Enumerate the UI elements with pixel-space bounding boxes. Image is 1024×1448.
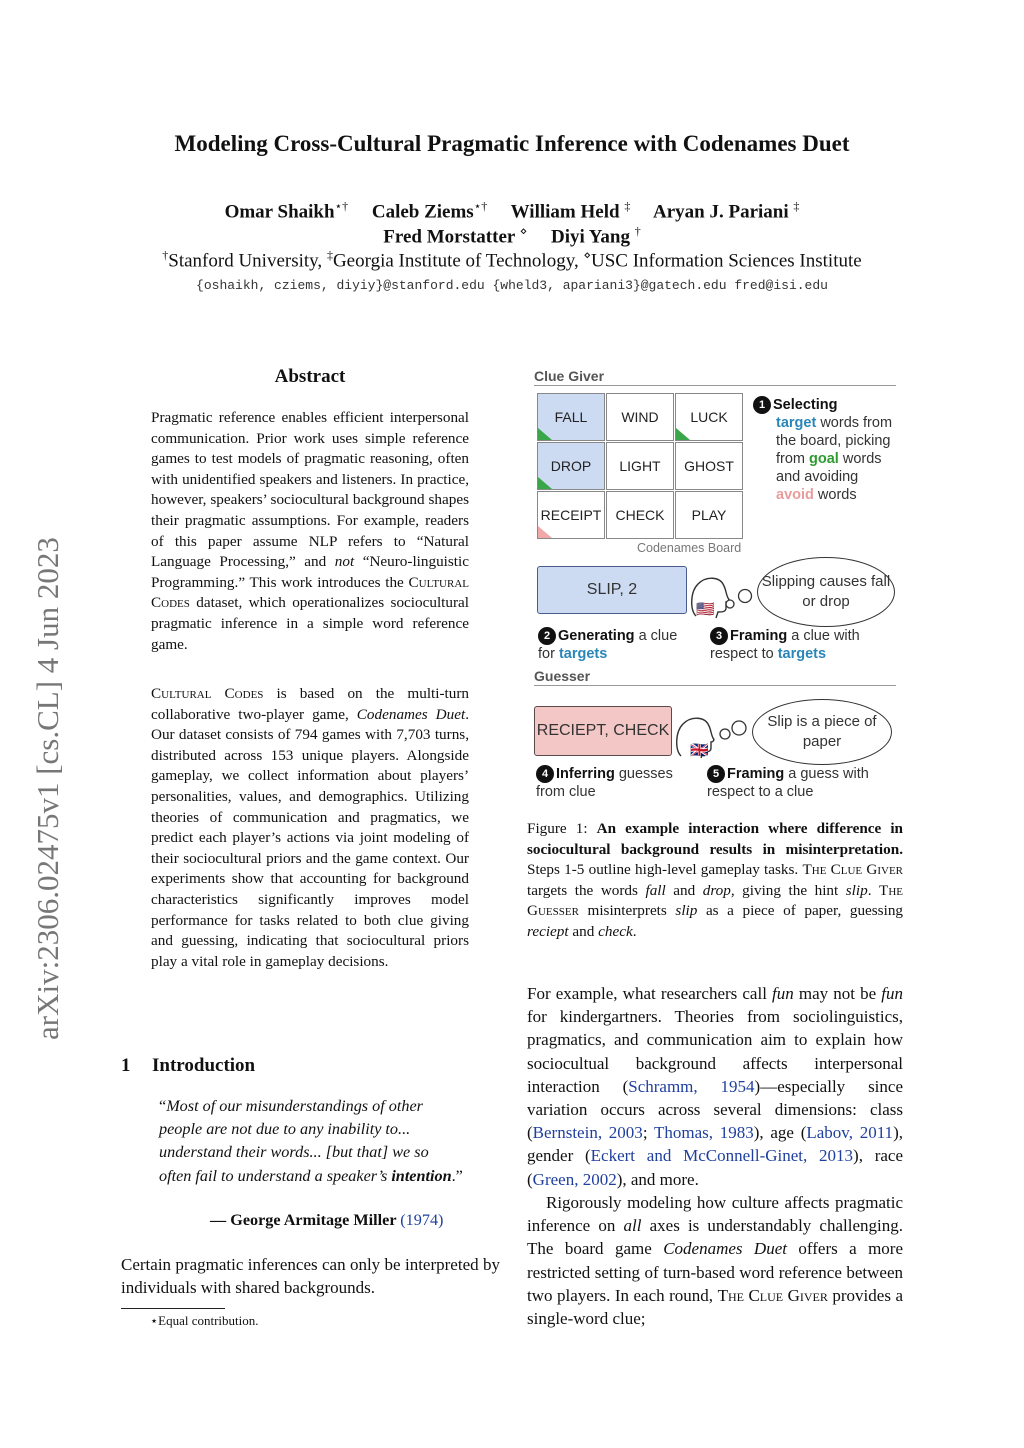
emphasis: all — [623, 1216, 642, 1236]
flag-us-icon: 🇺🇸 — [696, 602, 715, 618]
affil-name: Georgia Institute of Technology, — [332, 250, 579, 272]
tile-word: LIGHT — [619, 458, 661, 474]
text-run: ), age ( — [753, 1123, 807, 1143]
quote-mark: “ — [159, 1097, 167, 1115]
keyword-target: targets — [558, 646, 608, 662]
tile-corner-marker — [538, 428, 552, 440]
author-name: Diyi Yang — [550, 226, 630, 248]
arxiv-identifier: arXiv:2306.02475v1 [cs.CL] 4 Jun 2023 — [30, 537, 65, 1040]
text-run: dataset, which operationalizes sociocultural pragmatic inference in a simple word reference game. — [151, 594, 469, 653]
text-run: ; — [642, 1123, 654, 1143]
section-title: Introduction — [152, 1055, 256, 1076]
tile-word: DROP — [550, 458, 592, 474]
step-number-badge: 2 — [538, 627, 556, 645]
text-run: . — [867, 881, 880, 899]
text-run: Steps 1-5 outline high-level gameplay tasks. — [527, 861, 803, 879]
text-run: a guess with respect to a clue — [707, 766, 869, 800]
text-run: a clue with respect to — [710, 628, 860, 662]
authors-line-1 — [0, 199, 1024, 223]
tile-word: WIND — [621, 409, 659, 425]
board-tile — [675, 442, 743, 490]
thought-bubble-clue-giver: Slipping causes fall or drop — [757, 557, 895, 627]
guess-box: RECIEPT, CHECK — [534, 706, 672, 756]
text-run: words and avoiding — [776, 451, 882, 485]
text-run: misinterprets — [578, 902, 676, 920]
keyword-avoid: avoid — [776, 487, 814, 503]
codenames-board — [537, 393, 743, 539]
text-run: axes is understandably challenging. The board game — [527, 1216, 903, 1259]
step-number-badge: 4 — [536, 765, 554, 783]
text-run: words — [813, 487, 857, 503]
emphasis: slip — [675, 902, 698, 920]
emphasis: slip — [845, 881, 868, 899]
citation-link[interactable]: Labov, 2011 — [806, 1123, 894, 1143]
text-run: )—especially since variation occurs across several dimensions: class ( — [527, 1076, 903, 1143]
author-mark: ⋄ — [519, 224, 528, 238]
text-run: and — [665, 881, 703, 899]
tile-corner-marker — [538, 477, 552, 489]
section-heading-introduction — [121, 1055, 255, 1077]
text-run: and — [568, 922, 599, 940]
citation-link[interactable]: Schramm, 1954 — [628, 1076, 755, 1096]
emphasis: fun — [881, 984, 903, 1003]
quote-mark: .” — [451, 1166, 463, 1185]
text-run: targets the words — [527, 881, 646, 899]
text-run: Pragmatic reference enables efficient interpersonal communication. Prior work uses simple reference games to test models of pragmatic reasoning, often with unidentified speakers and listeners. In practice, however, speakers’ sociocultural background shapes their pragmatic assumptions. For example, readers of this paper assume NLP refers to “Natural Language Processing,” and — [151, 409, 469, 571]
authors-line-2 — [0, 224, 1024, 248]
text-run: ), gender ( — [527, 1123, 903, 1166]
tile-word: RECEIPT — [540, 507, 602, 523]
step-verb: Generating — [558, 628, 635, 644]
affil-mark: ‡ — [326, 248, 333, 262]
affil-name: USC Information Sciences Institute — [591, 250, 862, 272]
affiliations — [0, 248, 1024, 272]
author-name: Aryan J. Pariani — [653, 201, 789, 223]
thought-bubble-guesser: Slip is a piece of paper — [752, 699, 892, 765]
step-3-text — [710, 627, 890, 663]
text-run: . — [632, 922, 637, 940]
tile-word: PLAY — [691, 507, 727, 523]
citation-link[interactable]: Green, 2002 — [532, 1169, 617, 1189]
guesser-label: Guesser — [534, 668, 591, 684]
emphasis: drop — [702, 881, 731, 899]
board-tile — [675, 393, 743, 441]
author-mark: ⋆† — [473, 199, 488, 213]
text-run: as a piece of paper, guessing — [697, 902, 904, 920]
dataset-name: Cultural Codes — [151, 685, 264, 702]
step-5-text — [707, 765, 887, 801]
abstract-paragraph-1 — [151, 408, 469, 655]
footnote: ⋆Equal contribution. — [150, 1313, 259, 1328]
tile-corner-marker — [538, 526, 552, 538]
keyword-target: targets — [777, 646, 827, 662]
figure-divider — [534, 685, 896, 686]
guesser-head-icon — [673, 712, 753, 766]
author-mark: ‡ — [793, 199, 800, 213]
emphasis: reciept — [527, 922, 569, 940]
quote-emphasis: intention — [391, 1166, 452, 1185]
tile-word: FALL — [554, 409, 588, 425]
step-verb: Framing — [727, 766, 785, 782]
abstract-heading: Abstract — [274, 366, 346, 387]
citation-link[interactable]: Eckert and McConnell-Ginet, 2013 — [590, 1146, 854, 1166]
board-caption: Codenames Board — [637, 541, 742, 555]
board-tile — [606, 393, 674, 441]
game-name: Codenames Duet — [663, 1239, 787, 1259]
author-mark: ⋆† — [334, 199, 349, 213]
board-tile — [537, 491, 605, 539]
abstract-paragraph-2 — [151, 684, 469, 972]
emphasis: check — [598, 922, 633, 940]
epigraph-attribution — [210, 1211, 443, 1230]
clue-box: SLIP, 2 — [537, 566, 687, 614]
step-1-text — [753, 396, 898, 504]
citation-link[interactable]: Bernstein, 2003 — [532, 1123, 643, 1143]
body-paragraph-right-2 — [527, 1191, 903, 1330]
text-run: For example, what researchers call — [527, 984, 773, 1003]
board-tile — [675, 491, 743, 539]
emphasis: not — [334, 553, 355, 571]
text-run: is based on the multi-turn collaborative two-player game, — [151, 685, 469, 723]
text-run: ), race ( — [527, 1146, 903, 1189]
paper-title: Modeling Cross-Cultural Pragmatic Inference with Codenames Duet — [174, 131, 850, 156]
intro-paragraph-left: Certain pragmatic inferences can only be interpreted by individuals with shared backgrounds. — [121, 1255, 500, 1298]
role-name: The Guesser — [527, 881, 903, 920]
text-run: may not be — [793, 984, 882, 1003]
body-paragraph-right-1 — [527, 982, 903, 1191]
author-name: William Held — [510, 201, 620, 223]
affil-mark: ⋄ — [583, 248, 591, 262]
text-run: offers a more restricted setting of turn-based word reference between two players. In each round, — [527, 1239, 904, 1305]
text-run: provides a single-word clue; — [527, 1285, 903, 1329]
author-mark: † — [634, 224, 641, 238]
step-number-badge: 3 — [710, 627, 728, 645]
game-name: Codenames Duet — [356, 705, 466, 723]
text-run: , giving the hint — [730, 881, 846, 899]
board-tile — [606, 491, 674, 539]
text-run: . Our dataset consists of 794 games with 7,703 turns, distributed across 153 unique players. Alongside gameplay, we collect information about players’ personalities, values, and demographics. Utilizing theories of communication and pragmatics, we predict each player’s actions via joint modeling of their sociocultural priors and the game context. Our experiments show that accounting for background characteristics significantly improves model performance for tasks related to both clue giving and guessing, indicating that sociocultural priors play a vital role in gameplay decisions. — [151, 705, 469, 970]
keyword-target: target — [776, 415, 817, 431]
citation-link[interactable]: (1974) — [400, 1211, 444, 1229]
text-run: Rigorously modeling how culture affects pragmatic inference on — [527, 1193, 903, 1236]
step-verb: Inferring — [556, 766, 615, 782]
tile-word: GHOST — [684, 458, 734, 474]
role-name: The Clue Giver — [717, 1285, 828, 1305]
keyword-goal: goal — [809, 451, 839, 467]
step-number-badge: 1 — [753, 396, 771, 414]
emphasis: fall — [645, 881, 666, 899]
author-name: Fred Morstatter — [383, 226, 515, 248]
step-verb: Selecting — [773, 397, 838, 413]
tile-corner-marker — [676, 428, 690, 440]
affil-mark: † — [162, 248, 169, 262]
footnote-rule — [121, 1308, 225, 1309]
text-run: “Neuro-linguistic Programming.” This work introduces the — [151, 553, 469, 591]
caption-label: Figure 1: — [527, 820, 597, 837]
text-run: ), and more. — [616, 1169, 699, 1189]
dataset-name: Cultural Codes — [151, 573, 469, 612]
author-name: Caleb Ziems — [371, 201, 474, 223]
tile-word: LUCK — [690, 409, 728, 425]
text-run: a clue for — [538, 628, 678, 662]
board-tile — [606, 442, 674, 490]
flag-uk-icon: 🇬🇧 — [690, 743, 709, 759]
section-number: 1 — [121, 1055, 131, 1076]
quote-text: Most of our misunderstandings of other people are not due to any inability to... understand their words... [but that] we so often fail to understand a speaker’s — [159, 1097, 429, 1185]
clue-giver-label: Clue Giver — [534, 368, 605, 384]
epigraph-quote — [159, 1095, 464, 1188]
step-4-text — [536, 765, 686, 801]
figure-caption — [527, 819, 903, 943]
caption-bold: An example interaction where difference in sociocultural background results in misinterpretation. — [527, 820, 903, 858]
attribution-name: — George Armitage Miller — [210, 1211, 397, 1229]
tile-word: CHECK — [615, 507, 665, 523]
step-2-text — [538, 627, 698, 663]
role-name: The Clue Giver — [802, 861, 903, 879]
citation-link[interactable]: Thomas, 1983 — [653, 1123, 754, 1143]
author-name: Omar Shaikh — [224, 201, 335, 223]
affil-name: Stanford University, — [168, 250, 323, 272]
step-verb: Framing — [730, 628, 788, 644]
author-emails: {oshaikh, cziems, diyiy}@stanford.edu {wheld3, apariani3}@gatech.edu fred@isi.edu — [196, 278, 828, 293]
text-run: words from the board, picking from — [776, 415, 893, 467]
step-number-badge: 5 — [707, 765, 725, 783]
figure-divider — [534, 385, 896, 386]
board-tile — [537, 393, 605, 441]
author-mark: ‡ — [624, 199, 631, 213]
emphasis: fun — [772, 984, 794, 1003]
text-run: for kindergartners. Theories from sociolinguistics, pragmatics, and communication aim to explain how sociocultual background affects interpersonal interaction ( — [527, 1007, 903, 1096]
board-tile — [537, 442, 605, 490]
text-run: guesses from clue — [536, 766, 673, 800]
